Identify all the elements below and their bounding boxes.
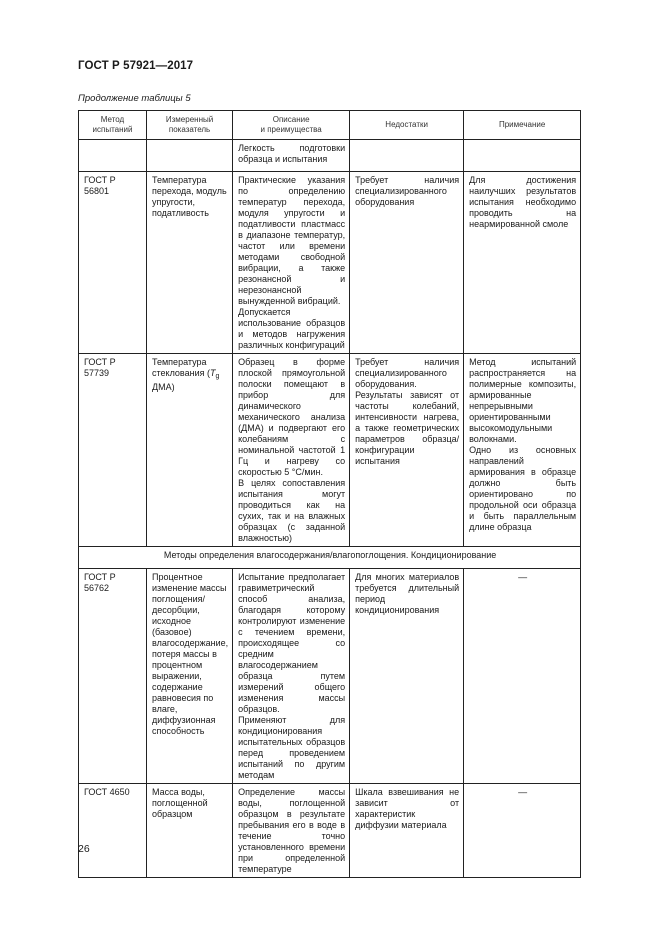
tg-symbol: T	[209, 368, 216, 378]
cell-drawbacks: Для многих материалов требуется длительный период кондиционирования	[350, 569, 464, 784]
column-header-method: Метод испытаний	[79, 111, 147, 140]
indicator-prefix: Температура стеклования (	[152, 357, 210, 378]
column-header-indicator: Измеренный показатель	[147, 111, 233, 140]
cell-drawbacks: Шкала взвешивания не зависит от характеристик диффузии материала	[350, 784, 464, 878]
cell-indicator: Процентное изменение массы поглощения/десорбции, исходное (базовое) влагосодержание, потеря массы в процентном выражении, содержание равновесия по влаге, диффузионная способность	[147, 569, 233, 784]
methods-table	[78, 110, 581, 878]
cell-drawbacks: Требует наличия специализированного оборудования. Результаты зависят от частоты колебаний, интенсивности нагрева, а также геометрических параметров образца/конфигурации испытания	[350, 354, 464, 547]
section-row	[79, 547, 581, 569]
cell-note: —	[464, 784, 581, 878]
column-header-drawbacks: Недостатки	[350, 111, 464, 140]
document-title: ГОСТ Р 57921—2017	[78, 60, 194, 72]
section-title: Методы определения влагосодержания/влагопоглощения. Кондиционирование	[79, 547, 581, 569]
table-row	[79, 354, 581, 547]
table-row	[79, 784, 581, 878]
cell-description: Образец в форме плоской прямоугольной полоски помещают в прибор для динамического механического анализа (ДМА) и подвергают его колебаниям с номинальной частотой 1 Гц и нагреву со скоростью 5 °С/мин. В целях сопоставления испытания могут проводиться как на сухих, так и на влажных образцах (с заданной влажностью)	[233, 354, 350, 547]
page-number: 26	[78, 843, 90, 855]
table-row	[79, 569, 581, 784]
cell-drawbacks	[350, 140, 464, 172]
cell-note: Метод испытаний распространяется на полимерные композиты, армированные непрерывными ориентированными высокомодульными волокнами. Одно из основных направлений армирования в образце должно быть ориентировано по продольной оси образца и быть параллельным длине образца	[464, 354, 581, 547]
cell-indicator	[147, 354, 233, 547]
cell-method: ГОСТ Р 56762	[79, 569, 147, 784]
table-header-row	[79, 111, 581, 140]
column-header-note: Примечание	[464, 111, 581, 140]
cell-indicator: Масса воды, поглощенной образцом	[147, 784, 233, 878]
cell-description: Определение массы воды, поглощенной образцом в результате пребывания его в воде в течение точно установленного времени при определенной температуре	[233, 784, 350, 878]
cell-method: ГОСТ 4650	[79, 784, 147, 878]
table-row	[79, 140, 581, 172]
cell-indicator: Температура перехода, модуль упругости, податливость	[147, 172, 233, 354]
cell-method	[79, 140, 147, 172]
cell-method: ГОСТ Р 56801	[79, 172, 147, 354]
cell-method: ГОСТ Р 57739	[79, 354, 147, 547]
cell-note	[464, 140, 581, 172]
table-row	[79, 172, 581, 354]
table-continuation-label: Продолжение таблицы 5	[78, 93, 191, 104]
cell-drawbacks: Требует наличия специализированного оборудования	[350, 172, 464, 354]
indicator-suffix: ДМА)	[152, 382, 175, 392]
column-header-description: Описание и преимущества	[233, 111, 350, 140]
tg-subscript: g	[215, 373, 220, 380]
cell-note: Для достижения наилучших результатов испытания необходимо проводить на неармированной смоле	[464, 172, 581, 354]
cell-note: —	[464, 569, 581, 784]
cell-description: Легкость подготовки образца и испытания	[233, 140, 350, 172]
cell-description: Практические указания по определению температур перехода, модуля упругости и податливости пластмасс в диапазоне температур, частот или времени методами свободной вибрации, а также резонансной и нерезонансной вынужденной вибраций. Допускается использование образцов и методов нагружения различных конфигураций	[233, 172, 350, 354]
cell-description: Испытание предполагает гравиметрический способ анализа, благодаря которому контролируют изменение с течением времени, происходящее со средним влагосодержанием образца путем измерений общего изменения массы образцов. Применяют для кондиционирования испытательных образцов перед проведением испытаний по другим методам	[233, 569, 350, 784]
cell-indicator	[147, 140, 233, 172]
